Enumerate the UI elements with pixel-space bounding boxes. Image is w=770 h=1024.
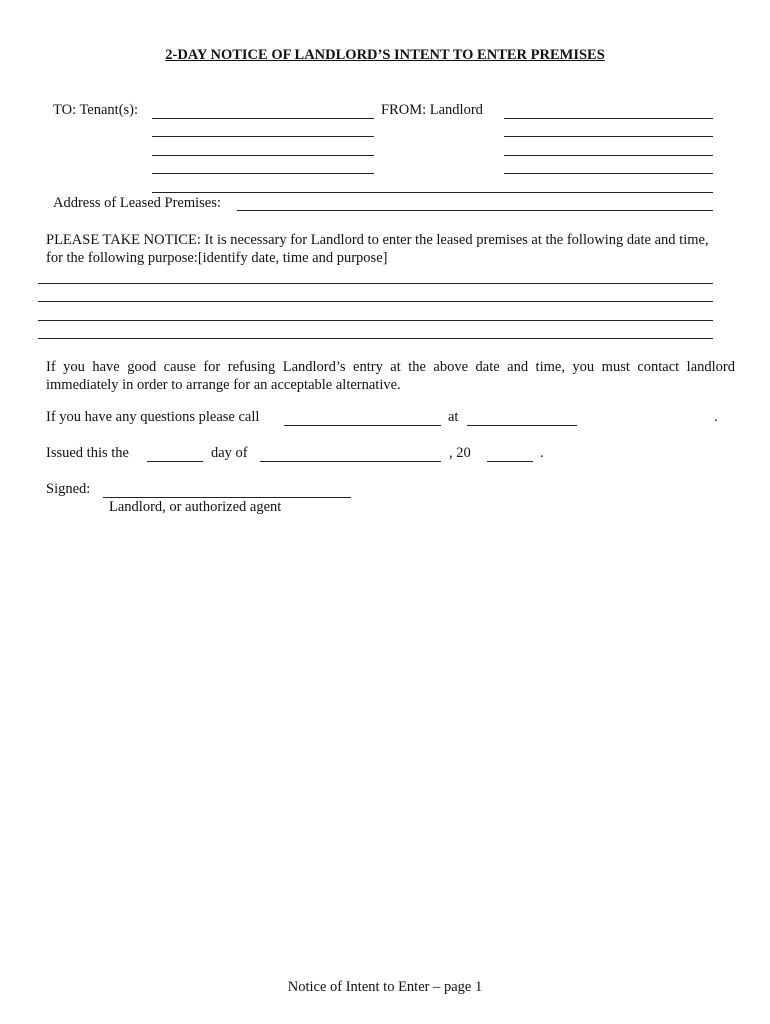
good-cause-paragraph: If you have good cause for refusing Landlord’s entry at the above date and time, you must contact landlord immediately in order to arrange for an acceptable alternative.	[46, 359, 735, 393]
issued-period: .	[540, 445, 544, 461]
landlord-name-line-3[interactable]	[504, 155, 713, 156]
contact-line[interactable]	[467, 425, 577, 426]
tenant-name-line-4[interactable]	[152, 173, 374, 174]
year-prefix: , 20	[449, 445, 471, 461]
issued-year-line[interactable]	[487, 461, 533, 462]
purpose-line-1[interactable]	[38, 283, 713, 284]
questions-label: If you have any questions please call	[46, 409, 260, 425]
document-title: 2-DAY NOTICE OF LANDLORD’S INTENT TO ENTER PREMISES	[165, 47, 605, 63]
purpose-line-4[interactable]	[38, 338, 713, 339]
day-of-label: day of	[211, 445, 248, 461]
landlord-name-line-2[interactable]	[504, 136, 713, 137]
from-landlord-label: FROM: Landlord	[381, 102, 483, 118]
signature-line[interactable]	[103, 497, 351, 498]
tenant-name-line-1[interactable]	[152, 118, 374, 119]
signer-caption: Landlord, or authorized agent	[109, 499, 282, 515]
issued-day-line[interactable]	[147, 461, 203, 462]
phone-line[interactable]	[284, 425, 441, 426]
notice-paragraph: PLEASE TAKE NOTICE: It is necessary for Landlord to enter the leased premises at the following date and time, for the following purpose:[identify date, time and purpose]	[46, 232, 709, 266]
tenant-name-line-2[interactable]	[152, 136, 374, 137]
questions-period: .	[714, 409, 718, 425]
landlord-name-line-4[interactable]	[504, 173, 713, 174]
tenant-name-line-3[interactable]	[152, 155, 374, 156]
address-line[interactable]	[237, 210, 713, 211]
to-tenants-label: TO: Tenant(s):	[53, 102, 139, 118]
signed-label: Signed:	[46, 481, 91, 497]
purpose-line-3[interactable]	[38, 320, 713, 321]
address-line-upper[interactable]	[152, 192, 713, 193]
page-footer: Notice of Intent to Enter – page 1	[287, 979, 483, 995]
address-label: Address of Leased Premises:	[53, 195, 221, 211]
landlord-name-line-1[interactable]	[504, 118, 713, 119]
issued-label: Issued this the	[46, 445, 129, 461]
at-label: at	[448, 409, 459, 425]
issued-month-line[interactable]	[260, 461, 441, 462]
purpose-line-2[interactable]	[38, 301, 713, 302]
